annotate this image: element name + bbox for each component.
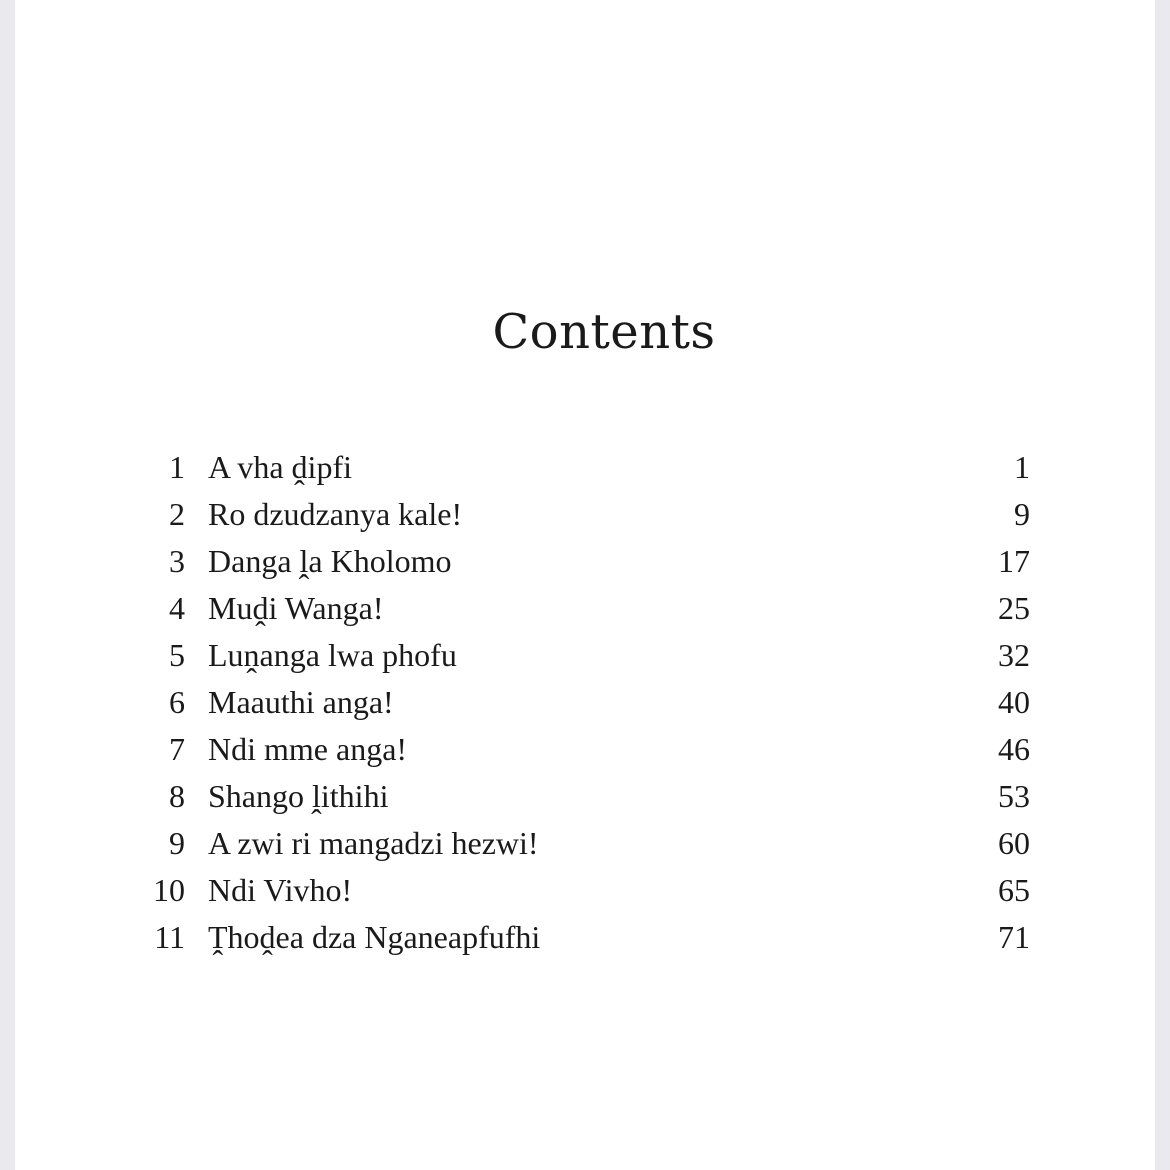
toc-entry	[15, 632, 1155, 679]
toc-entry-page: 60	[998, 825, 1030, 861]
toc-entry	[15, 444, 1155, 491]
toc-entry	[15, 820, 1155, 867]
toc-entry	[15, 538, 1155, 585]
toc-entry-page: 17	[998, 543, 1030, 579]
toc-entry-number: 2	[169, 496, 185, 532]
toc-entry	[15, 773, 1155, 820]
toc-entry-number: 1	[169, 449, 185, 485]
toc-entry	[15, 491, 1155, 538]
toc-entry-number: 5	[169, 637, 185, 673]
toc-entry	[15, 726, 1155, 773]
toc-entry-page: 40	[998, 684, 1030, 720]
toc-entry-page: 9	[1014, 496, 1030, 532]
toc-entry-number: 7	[169, 731, 185, 767]
toc-entry-title: Ro dzudzanya kale!	[208, 496, 463, 532]
toc-entry-number: 4	[169, 590, 185, 626]
toc-entry-title: Ṱhoḓea dza Nganeapfufhi	[208, 919, 541, 955]
document-page	[15, 0, 1155, 1170]
toc-entry-number: 8	[169, 778, 185, 814]
toc-entry-page: 65	[998, 872, 1030, 908]
toc-entry-page: 25	[998, 590, 1030, 626]
toc-entry-number: 3	[169, 543, 185, 579]
toc-entry-number: 10	[153, 872, 185, 908]
toc-entry-page: 32	[998, 637, 1030, 673]
toc-entry	[15, 585, 1155, 632]
toc-entry	[15, 914, 1155, 961]
toc-entry-page: 1	[1014, 449, 1030, 485]
toc-entry-title: Muḓi Wanga!	[208, 590, 384, 626]
toc-entry-title: Luṋanga lwa phofu	[208, 637, 457, 673]
toc-entry-number: 9	[169, 825, 185, 861]
toc-entry-title: Maauthi anga!	[208, 684, 394, 720]
toc-entry	[15, 867, 1155, 914]
toc-entry-number: 6	[169, 684, 185, 720]
toc-entry-title: Ndi mme anga!	[208, 731, 408, 767]
toc-entry-title: Ndi Vivho!	[208, 872, 353, 908]
toc-entry-page: 46	[998, 731, 1030, 767]
toc-entry-title: A vha ḓipfi	[208, 449, 352, 485]
toc-entry-title: A zwi ri mangadzi hezwi!	[208, 825, 539, 861]
toc-entry-title: Shango ḽithihi	[208, 778, 389, 814]
toc-entry-page: 71	[998, 919, 1030, 955]
toc-entry-title: Danga ḽa Kholomo	[208, 543, 452, 579]
toc-entry-number: 11	[154, 919, 185, 955]
table-of-contents	[15, 444, 1155, 961]
toc-entry-page: 53	[998, 778, 1030, 814]
toc-entry	[15, 679, 1155, 726]
page-title: Contents	[492, 304, 716, 360]
